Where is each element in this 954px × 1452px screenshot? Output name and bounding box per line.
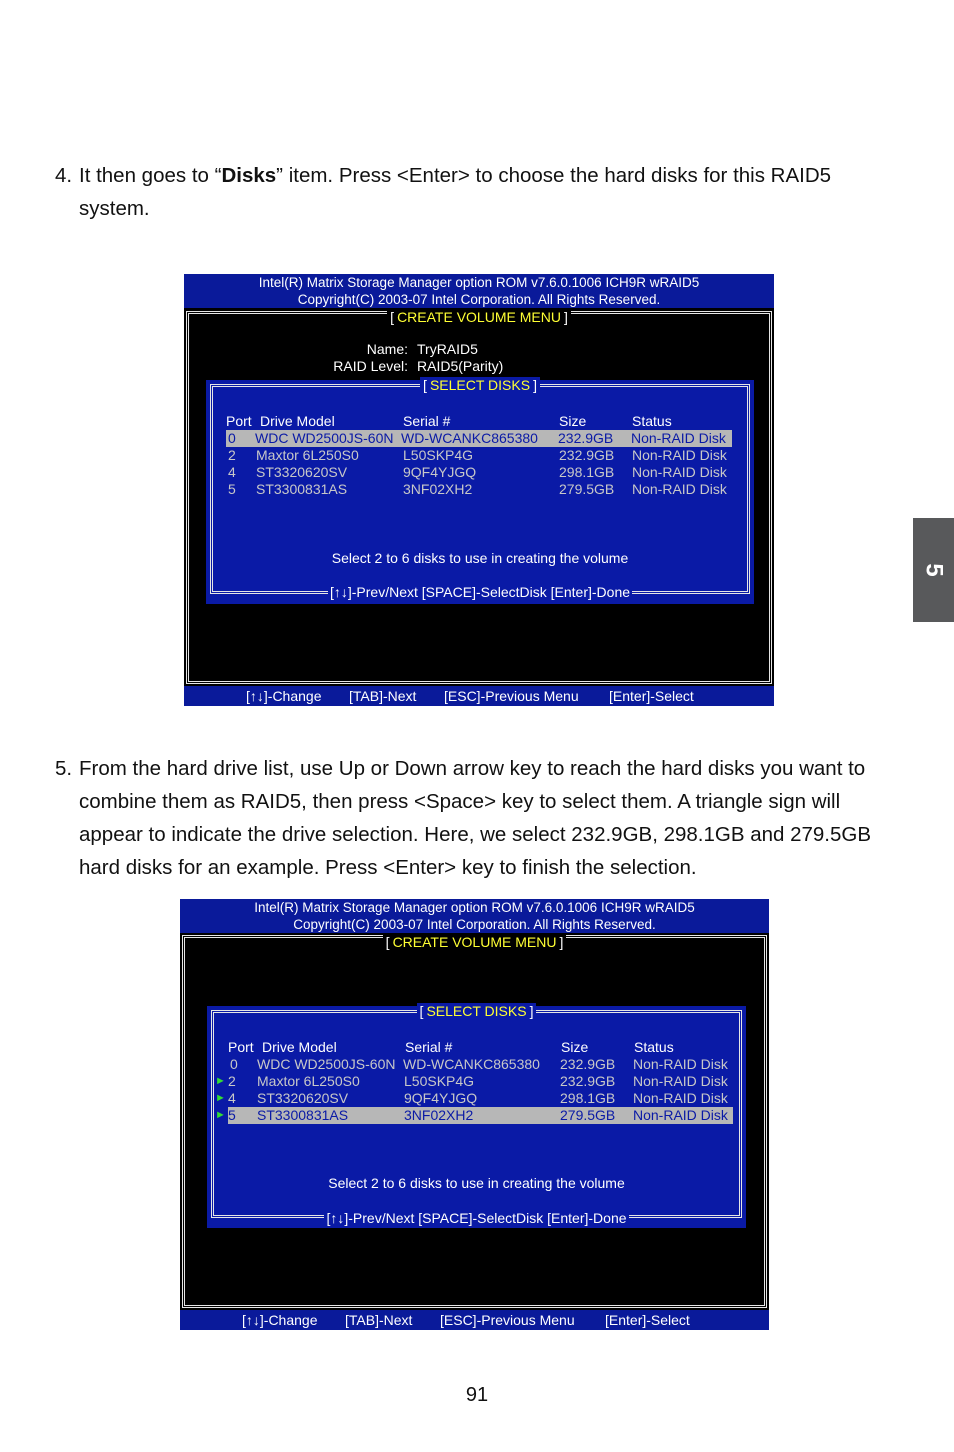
- select-disks-title: [ SELECT DISKS ]: [207, 1003, 746, 1019]
- step-5: [55, 752, 905, 884]
- disk-row[interactable]: 0 WDC WD2500JS-60N WD-WCANKC865380 232.9GB Non-RAID Disk: [230, 1056, 728, 1072]
- key-previous-menu: [ESC]-Previous Menu: [444, 688, 579, 704]
- key-change: [↑↓]-Change: [242, 1312, 318, 1328]
- selection-hint: Select 2 to 6 disks to use in creating the volume: [328, 1175, 625, 1191]
- bios-screen-2: [180, 899, 769, 1330]
- step-number: 4.: [55, 164, 73, 187]
- disk-row[interactable]: 4 ST3320620SV 9QF4YJGQ 298.1GB Non-RAID Disk: [228, 464, 727, 480]
- create-volume-menu-title: [ CREATE VOLUME MENU ]: [180, 934, 769, 950]
- emphasis-disks: Disks: [221, 164, 277, 187]
- selection-hint: Select 2 to 6 disks to use in creating the volume: [331, 550, 629, 566]
- volume-name: Name: TryRAID5: [366, 341, 478, 357]
- key-previous-menu: [ESC]-Previous Menu: [440, 1312, 575, 1328]
- disk-row[interactable]: 0 WDC WD2500JS-60N WD-WCANKC865380 232.9GB Non-RAID Disk: [226, 430, 732, 447]
- disk-table-header: Port Drive Model Serial # Size Status: [228, 1039, 674, 1055]
- key-change: [↑↓]-Change: [246, 688, 322, 704]
- disk-row[interactable]: 2 Maxtor 6L250S0 L50SKP4G 232.9GB Non-RAID Disk: [228, 1073, 728, 1089]
- key-next: [TAB]-Next: [349, 688, 417, 704]
- bios-key-bar: [180, 1310, 769, 1330]
- disk-row[interactable]: 5 ST3300831AS 3NF02XH2 279.5GB Non-RAID Disk: [228, 1107, 733, 1124]
- selected-triangle-icon: ►: [215, 1075, 226, 1087]
- key-select: [Enter]-Select: [605, 1312, 690, 1328]
- bios-key-bar: [184, 686, 774, 706]
- disk-table-header: Port Drive Model Serial # Size Status: [226, 413, 672, 429]
- popup-key-help: [↑↓]-Prev/Next [SPACE]-SelectDisk [Enter]-Done: [326, 1210, 627, 1226]
- raid-level: RAID Level: RAID5(Parity): [333, 358, 504, 374]
- select-disks-title: [ SELECT DISKS ]: [206, 377, 754, 393]
- disk-row[interactable]: 5 ST3300831AS 3NF02XH2 279.5GB Non-RAID Disk: [228, 481, 727, 497]
- selected-triangle-icon: ►: [215, 1092, 226, 1104]
- key-select: [Enter]-Select: [609, 688, 694, 704]
- select-disks-popup: [207, 1003, 746, 1228]
- disk-row[interactable]: 2 Maxtor 6L250S0 L50SKP4G 232.9GB Non-RAID Disk: [228, 447, 727, 463]
- step-text: From the hard drive list, use Up or Down arrow key to reach the hard disks you want to combine them as RAID5, then press <Space> key to select them. A triangle sign will appear to indicate the drive selection. Here, we select 232.9GB, 298.1GB and 279.5GB hard disks for an example. Press <Enter> key to finish the selection.: [79, 757, 872, 879]
- bios-header: Intel(R) Matrix Storage Manager option ROM v7.6.0.1006 ICH9R wRAID5 Copyright(C) 2003-07 Intel Corporation. All Rights Reserved.: [184, 274, 774, 308]
- create-volume-menu-title: [ CREATE VOLUME MENU ]: [184, 309, 774, 325]
- step-text: It then goes to “Disks” item. Press <Enter> to choose the hard disks for this RAID5 system.: [79, 164, 832, 220]
- popup-key-help: [↑↓]-Prev/Next [SPACE]-SelectDisk [Enter]-Done: [329, 584, 631, 600]
- step-number: 5.: [55, 757, 73, 780]
- select-disks-popup: [206, 377, 754, 604]
- bios-header: Intel(R) Matrix Storage Manager option ROM v7.6.0.1006 ICH9R wRAID5 Copyright(C) 2003-07 Intel Corporation. All Rights Reserved.: [180, 899, 769, 933]
- bios-screen-1: [184, 274, 774, 706]
- page-number: 91: [465, 1384, 489, 1406]
- selected-triangle-icon: ►: [215, 1109, 226, 1121]
- key-next: [TAB]-Next: [345, 1312, 413, 1328]
- disk-row[interactable]: 4 ST3320620SV 9QF4YJGQ 298.1GB Non-RAID Disk: [228, 1090, 728, 1106]
- step-4: [55, 159, 905, 225]
- chapter-tab: 5: [913, 518, 954, 622]
